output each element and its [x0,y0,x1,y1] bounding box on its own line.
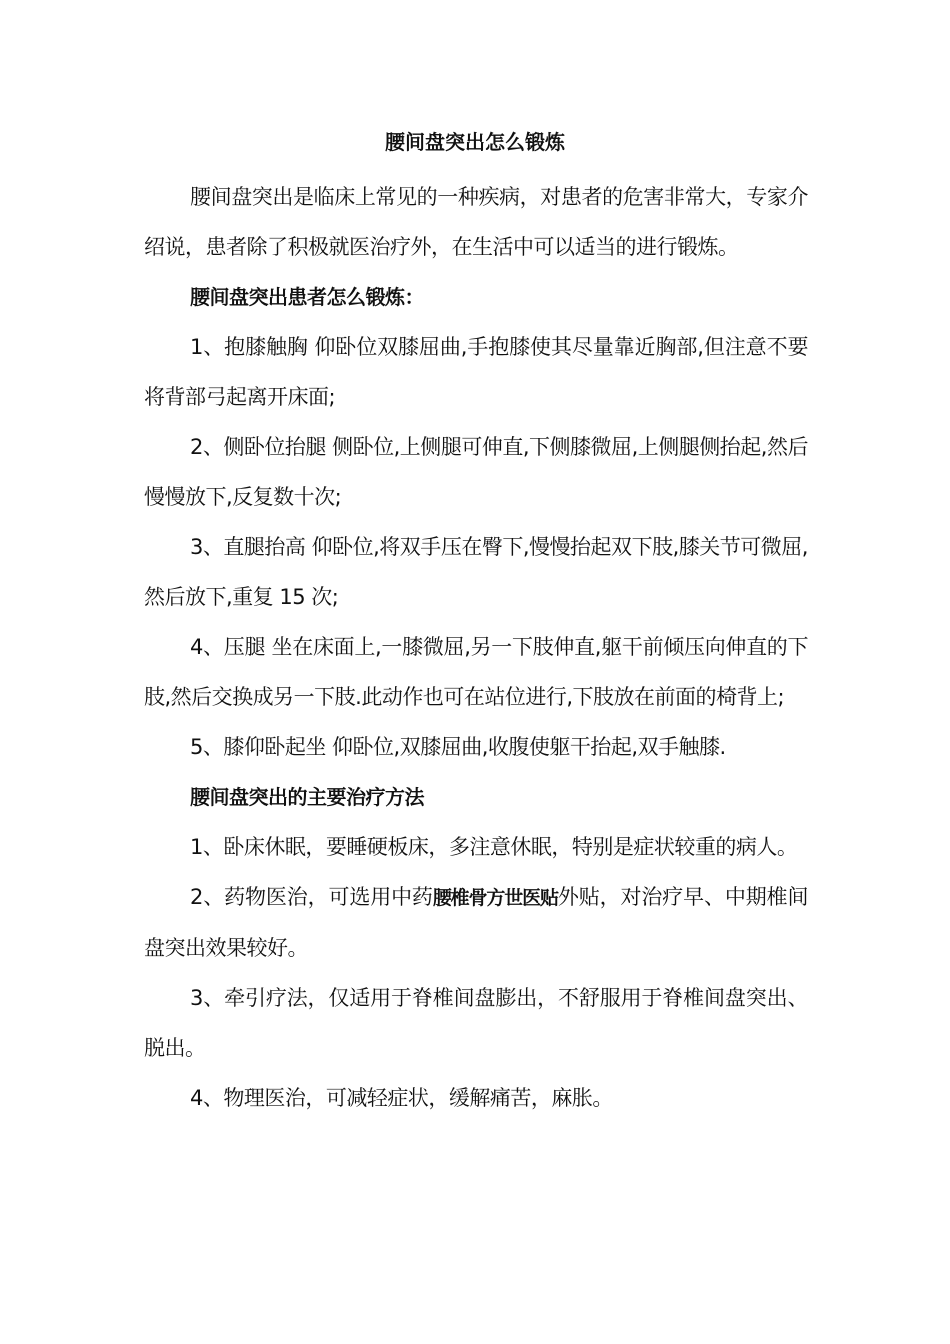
exercise-item-1: 1、抱膝触胸 仰卧位双膝屈曲,手抱膝使其尽量靠近胸部,但注意不要将背部弓起离开床面; [144,335,808,409]
exercise-item-5: 5、膝仰卧起坐 仰卧位,双膝屈曲,收腹使躯干抬起,双手触膝. [190,735,726,759]
exercise-item-2: 2、侧卧位抬腿 侧卧位,上侧腿可伸直,下侧膝微屈,上侧腿侧抬起,然后慢慢放下,反复数十次; [144,435,808,509]
treatment-item-1: 1、卧床休眠，要睡硬板床，多注意休眠，特别是症状较重的病人。 [190,835,798,859]
exercise-item-3: 3、直腿抬高 仰卧位,将双手压在臀下,慢慢抬起双下肢,膝关节可微屈,然后放下,重复 15 次; [144,535,808,609]
treatment-item-2-prefix: 2、药物医治，可选用中药 [190,885,433,909]
document-title: 腰间盘突出怎么锻炼 [385,130,565,154]
section-heading-exercise: 腰间盘突出患者怎么锻炼： [190,285,424,309]
treatment-item-4: 4、物理医治，可减轻症状，缓解痛苦，麻胀。 [190,1086,613,1110]
product-name: 腰椎骨方世医贴 [432,887,558,909]
treatment-item-2 [144,872,808,973]
exercise-item-4: 4、压腿 坐在床面上,一膝微屈,另一下肢伸直,躯干前倾压向伸直的下肢,然后交换成另一下肢.此动作也可在站位进行,下肢放在前面的椅背上; [144,635,808,709]
section-heading-treatment: 腰间盘突出的主要治疗方法 [190,785,424,809]
treatment-item-2-suffix: 外贴，对治疗早、中期椎间盘突出效果较好。 [144,885,808,960]
intro-paragraph: 腰间盘突出是临床上常见的一种疾病，对患者的危害非常大，专家介绍说，患者除了积极就医治疗外，在生活中可以适当的进行锻炼。 [144,185,808,259]
document-body [144,172,808,1123]
treatment-item-3: 3、牵引疗法，仅适用于脊椎间盘膨出，不舒服用于脊椎间盘突出、脱出。 [144,986,808,1060]
